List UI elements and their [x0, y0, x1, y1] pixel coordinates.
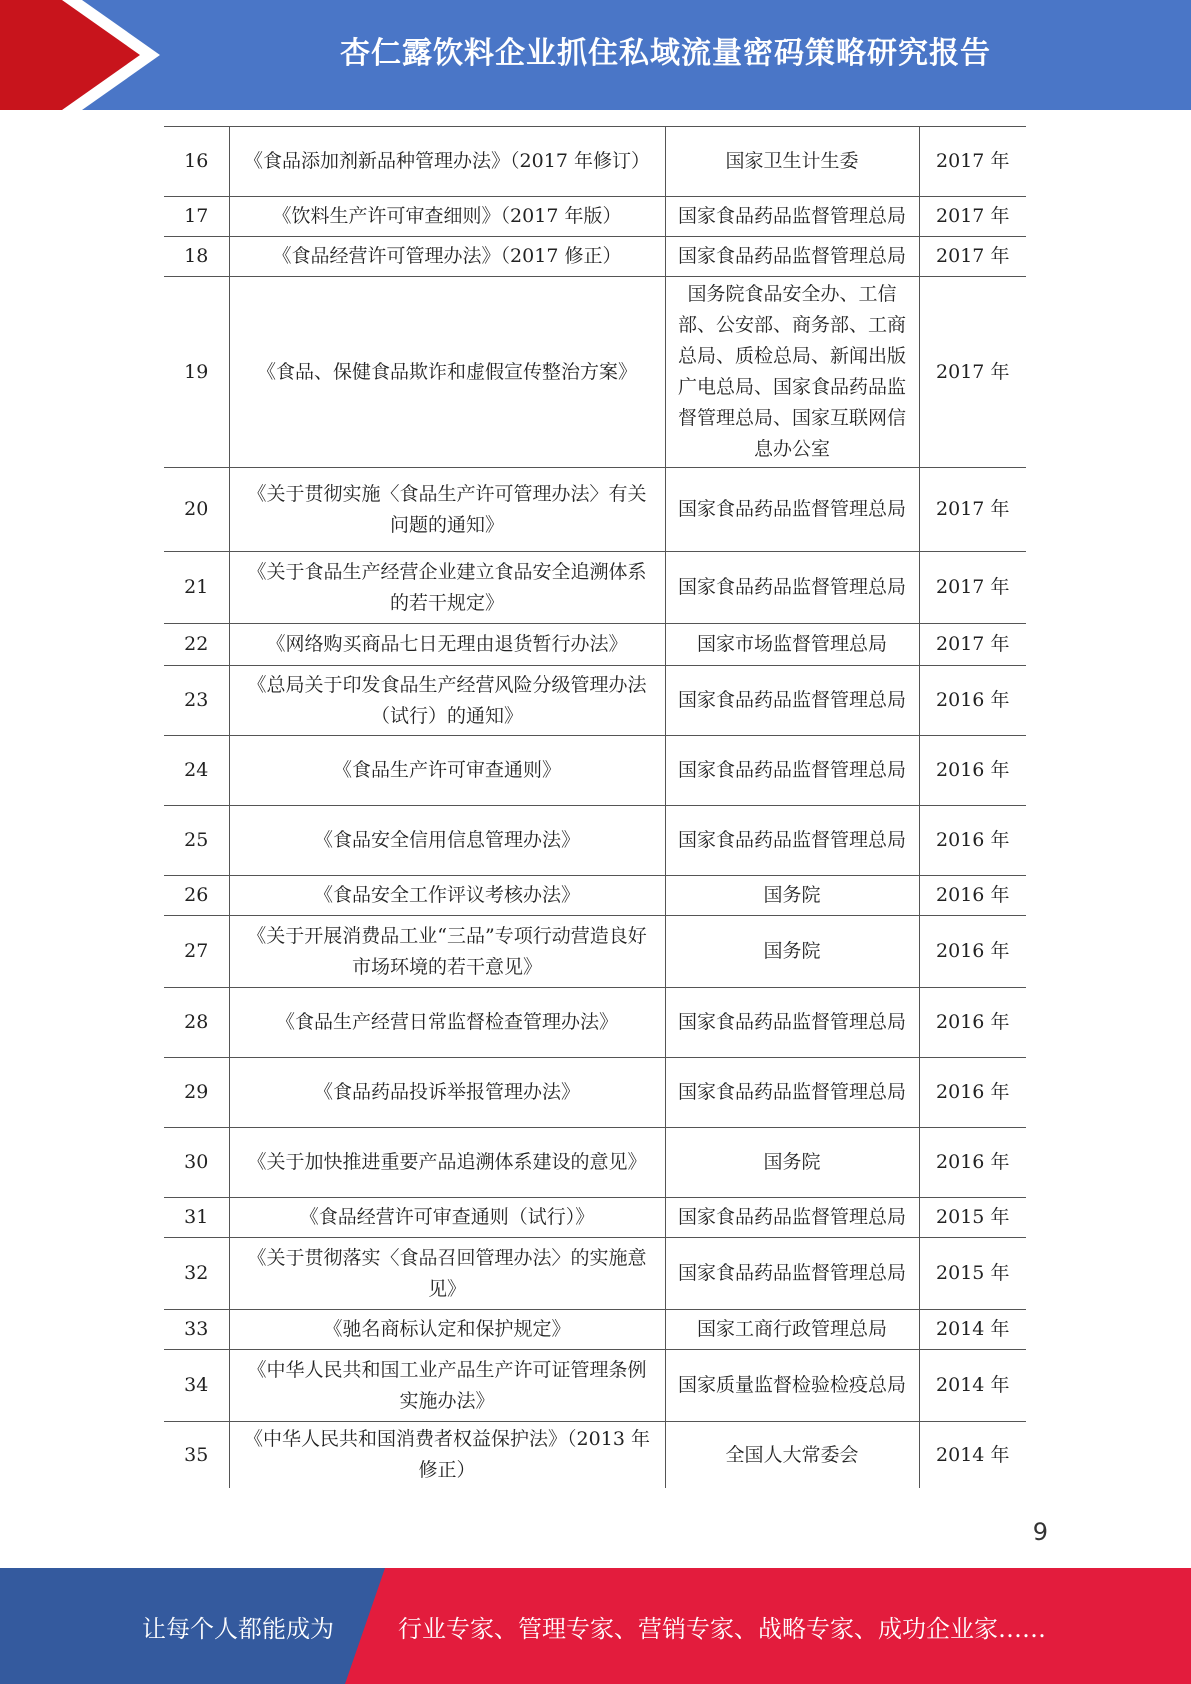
row-number-cell: 23 [164, 666, 229, 736]
regulation-name-cell: 《食品安全信用信息管理办法》 [229, 806, 665, 876]
regulation-name-cell: 《中华人民共和国消费者权益保护法》（2013 年修正） [229, 1422, 665, 1489]
issuing-authority-cell: 国家食品药品监督管理总局 [665, 468, 919, 552]
table-row [164, 1198, 1026, 1238]
table-row [164, 666, 1026, 736]
year-cell: 2017 年 [919, 237, 1026, 277]
regulation-name-cell: 《总局关于印发食品生产经营风险分级管理办法（试行）的通知》 [229, 666, 665, 736]
table-row [164, 916, 1026, 988]
year-cell: 2017 年 [919, 468, 1026, 552]
issuing-authority-cell: 全国人大常委会 [665, 1422, 919, 1489]
row-number-cell: 20 [164, 468, 229, 552]
table-row [164, 1238, 1026, 1310]
issuing-authority-cell: 国家市场监督管理总局 [665, 624, 919, 666]
year-cell: 2016 年 [919, 916, 1026, 988]
year-cell: 2015 年 [919, 1198, 1026, 1238]
regulation-name-cell: 《关于食品生产经营企业建立食品安全追溯体系的若干规定》 [229, 552, 665, 624]
report-title: 杏仁露饮料企业抓住私域流量密码策略研究报告 [340, 36, 991, 71]
year-cell: 2014 年 [919, 1310, 1026, 1350]
regulation-name-cell: 《食品药品投诉举报管理办法》 [229, 1058, 665, 1128]
row-number-cell: 22 [164, 624, 229, 666]
regulation-name-cell: 《食品安全工作评议考核办法》 [229, 876, 665, 916]
table-row [164, 277, 1026, 468]
issuing-authority-cell: 国家卫生计生委 [665, 127, 919, 197]
table-row [164, 624, 1026, 666]
row-number-cell: 34 [164, 1350, 229, 1422]
table-row [164, 127, 1026, 197]
issuing-authority-text: 国家食品药品监督管理总局 [677, 205, 906, 227]
year-cell: 2014 年 [919, 1350, 1026, 1422]
issuing-authority-cell: 国家质量监督检验检疫总局 [665, 1350, 919, 1422]
issuing-authority-text: 国家食品药品监督管理总局 [677, 1206, 906, 1228]
issuing-authority-text: 国家食品药品监督管理总局 [677, 245, 906, 267]
row-number-cell: 32 [164, 1238, 229, 1310]
issuing-authority-cell [665, 237, 919, 277]
row-number-cell: 31 [164, 1198, 229, 1238]
regulation-name-cell: 《食品经营许可管理办法》（2017 修正） [229, 237, 665, 277]
page-number: 9 [1032, 1518, 1048, 1546]
year-cell: 2017 年 [919, 624, 1026, 666]
issuing-authority-cell: 国务院 [665, 1128, 919, 1198]
page-header [0, 0, 1191, 110]
year-cell: 2016 年 [919, 736, 1026, 806]
year-cell: 2016 年 [919, 806, 1026, 876]
regulations-table-wrap [164, 126, 1026, 1488]
year-cell: 2015 年 [919, 1238, 1026, 1310]
issuing-authority-cell: 国家食品药品监督管理总局 [665, 806, 919, 876]
regulations-table-body [164, 127, 1026, 1489]
table-row [164, 1310, 1026, 1350]
table-row [164, 1350, 1026, 1422]
regulation-name-cell: 《食品经营许可审查通则（试行）》 [229, 1198, 665, 1238]
regulation-name-cell: 《关于贯彻落实〈食品召回管理办法〉的实施意见》 [229, 1238, 665, 1310]
table-row [164, 237, 1026, 277]
issuing-authority-cell: 国家食品药品监督管理总局 [665, 552, 919, 624]
footer-slogan-right: 行业专家、管理专家、营销专家、战略专家、成功企业家…… [398, 1614, 1046, 1643]
table-row [164, 197, 1026, 237]
table-row [164, 736, 1026, 806]
issuing-authority-cell: 国家工商行政管理总局 [665, 1310, 919, 1350]
year-cell: 2017 年 [919, 552, 1026, 624]
year-cell: 2017 年 [919, 127, 1026, 197]
issuing-authority-cell: 国家食品药品监督管理总局 [665, 1058, 919, 1128]
issuing-authority-cell [665, 1198, 919, 1238]
year-cell: 2017 年 [919, 277, 1026, 468]
row-number-cell: 18 [164, 237, 229, 277]
footer-slogan-left: 让每个人都能成为 [142, 1614, 334, 1643]
year-cell: 2016 年 [919, 1058, 1026, 1128]
regulation-name-cell: 《中华人民共和国工业产品生产许可证管理条例实施办法》 [229, 1350, 665, 1422]
table-row [164, 1422, 1026, 1489]
regulation-name-cell: 《食品生产许可审查通则》 [229, 736, 665, 806]
issuing-authority-cell: 国务院 [665, 876, 919, 916]
row-number-cell: 35 [164, 1422, 229, 1489]
issuing-authority-cell [665, 197, 919, 237]
issuing-authority-cell: 国务院食品安全办、工信部、公安部、商务部、工商总局、质检总局、新闻出版广电总局、国家食品药品监督管理总局、国家互联网信息办公室 [665, 277, 919, 468]
table-row [164, 552, 1026, 624]
year-cell: 2016 年 [919, 1128, 1026, 1198]
regulation-name-cell: 《饮料生产许可审查细则》（2017 年版） [229, 197, 665, 237]
regulations-table [164, 126, 1026, 1488]
regulation-name-cell: 《食品、保健食品欺诈和虚假宣传整治方案》 [229, 277, 665, 468]
table-row [164, 1058, 1026, 1128]
year-cell: 2016 年 [919, 876, 1026, 916]
table-row [164, 988, 1026, 1058]
row-number-cell: 26 [164, 876, 229, 916]
issuing-authority-cell: 国务院 [665, 916, 919, 988]
row-number-cell: 25 [164, 806, 229, 876]
row-number-cell: 28 [164, 988, 229, 1058]
table-row [164, 1128, 1026, 1198]
row-number-cell: 16 [164, 127, 229, 197]
year-cell: 2014 年 [919, 1422, 1026, 1489]
table-row [164, 468, 1026, 552]
row-number-cell: 21 [164, 552, 229, 624]
issuing-authority-cell: 国家食品药品监督管理总局 [665, 666, 919, 736]
regulation-name-cell: 《网络购买商品七日无理由退货暂行办法》 [229, 624, 665, 666]
row-number-cell: 33 [164, 1310, 229, 1350]
regulation-name-cell: 《关于加快推进重要产品追溯体系建设的意见》 [229, 1128, 665, 1198]
row-number-cell: 24 [164, 736, 229, 806]
row-number-cell: 27 [164, 916, 229, 988]
year-cell: 2016 年 [919, 988, 1026, 1058]
issuing-authority-cell: 国家食品药品监督管理总局 [665, 736, 919, 806]
regulation-name-cell: 《关于开展消费品工业“三品”专项行动营造良好市场环境的若干意见》 [229, 916, 665, 988]
row-number-cell: 19 [164, 277, 229, 468]
regulation-name-cell: 《食品添加剂新品种管理办法》（2017 年修订） [229, 127, 665, 197]
header-red-arrow [0, 0, 150, 110]
table-row [164, 806, 1026, 876]
regulation-name-cell: 《食品生产经营日常监督检查管理办法》 [229, 988, 665, 1058]
row-number-cell: 29 [164, 1058, 229, 1128]
table-row [164, 876, 1026, 916]
regulation-name-cell: 《关于贯彻实施〈食品生产许可管理办法〉有关问题的通知》 [229, 468, 665, 552]
row-number-cell: 17 [164, 197, 229, 237]
issuing-authority-cell: 国家食品药品监督管理总局 [665, 988, 919, 1058]
year-cell: 2016 年 [919, 666, 1026, 736]
row-number-cell: 30 [164, 1128, 229, 1198]
year-cell: 2017 年 [919, 197, 1026, 237]
page-footer [0, 1568, 1191, 1684]
issuing-authority-cell: 国家食品药品监督管理总局 [665, 1238, 919, 1310]
regulation-name-cell: 《驰名商标认定和保护规定》 [229, 1310, 665, 1350]
